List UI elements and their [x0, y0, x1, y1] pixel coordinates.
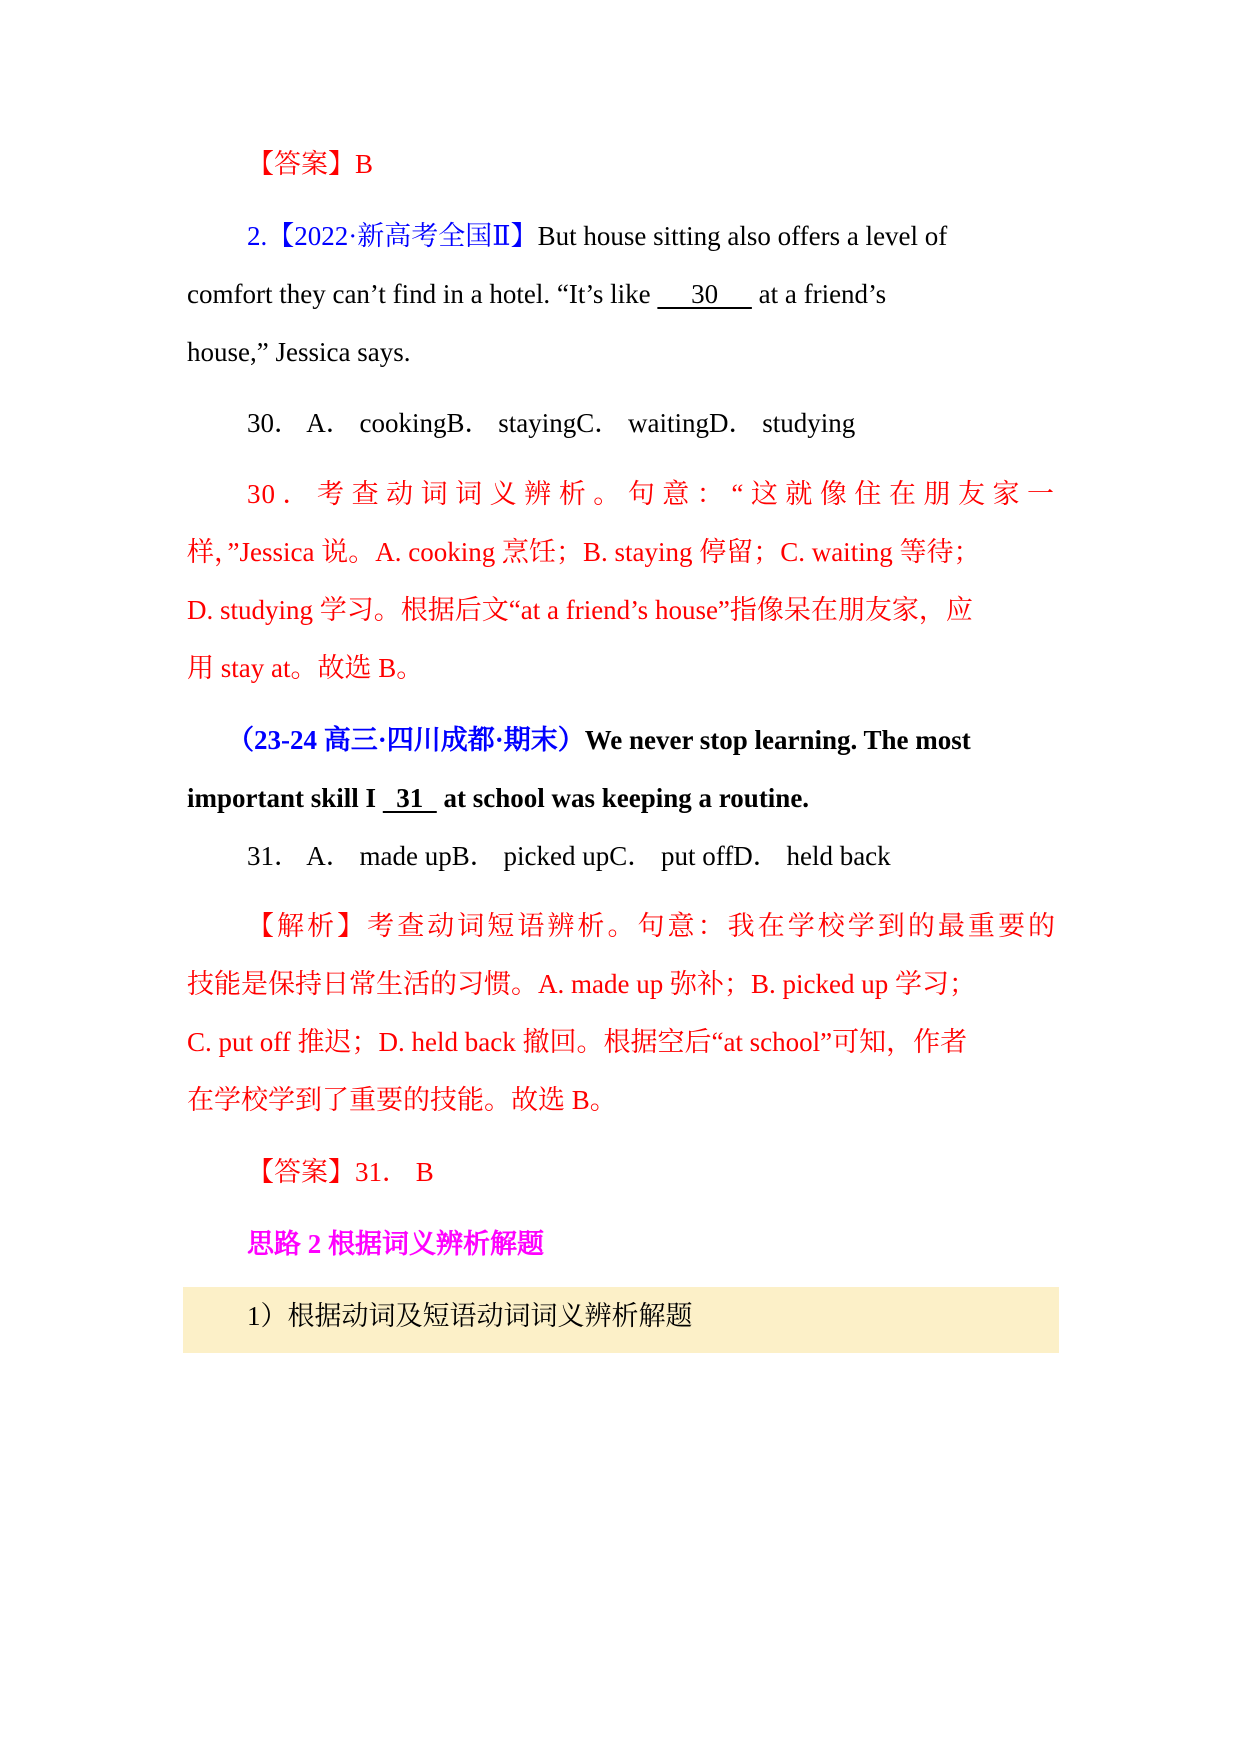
explanation-31-line-3: C. put off 推迟；D. held back 撤回。根据空后“at school”可知，作者	[187, 1027, 968, 1057]
question-2-text: But house sitting also offers a level of	[537, 221, 948, 251]
question-31-source: （23-24 高三·四川成都·期末）	[227, 725, 585, 755]
explanation-31-line-4: 在学校学到了重要的技能。故选 B。	[187, 1085, 617, 1115]
blank-30: 30	[657, 279, 752, 309]
explanation-31-line-1: 【解析】考查动词短语辨析。句意：我在学校学到的最重要的	[247, 911, 1055, 941]
answer-line-1: 【答案】B	[247, 149, 374, 179]
question-31-options: 31． A． made upB． picked upC． put offD． held back	[247, 841, 891, 871]
question-2-line-1	[187, 216, 1055, 256]
answer-line-31: 【答案】31． B	[247, 1157, 434, 1187]
explanation-30-line-2: 样，”Jessica 说。A. cooking 烹饪；B. staying 停留；C. waiting 等待；	[187, 537, 981, 567]
question-2-source: 【2022·新高考全国Ⅱ】	[267, 221, 538, 251]
question-31-text-pre: important skill I	[187, 783, 383, 813]
question-2-text-pre: comfort they can’t find in a hotel. “It’s like	[187, 279, 658, 309]
question-2-line-2	[187, 274, 1055, 314]
question-31-text: We never stop learning. The most	[584, 725, 971, 755]
explanation-30-line-4: 用 stay at。故选 B。	[187, 653, 424, 683]
explanation-30-line-3: D. studying 学习。根据后文“at a friend’s house”指像呆在朋友家，应	[187, 595, 973, 625]
section-heading: 思路 2 根据词义辨析解题	[247, 1229, 544, 1259]
question-31-text-post: at school was keeping a routine.	[436, 783, 810, 813]
blank-31: 31	[382, 783, 437, 813]
question-2-number: 2.	[247, 221, 268, 251]
section-subheading: 1）根据动词及短语动词词义辨析解题	[247, 1301, 693, 1331]
question-2-line-3: house,” Jessica says.	[187, 337, 411, 367]
question-31-line-2	[187, 778, 1055, 818]
question-31-line-1	[187, 720, 1055, 760]
explanation-30-line-1: 30．考查动词词义辨析。句意：“这就像住在朋友家一	[247, 479, 1055, 509]
question-2-text-post: at a friend’s	[751, 279, 887, 309]
explanation-31-line-2: 技能是保持日常生活的习惯。A. made up 弥补；B. picked up 学习；	[187, 969, 976, 999]
question-30-options: 30． A． cookingB． stayingC． waitingD． studying	[247, 408, 856, 438]
